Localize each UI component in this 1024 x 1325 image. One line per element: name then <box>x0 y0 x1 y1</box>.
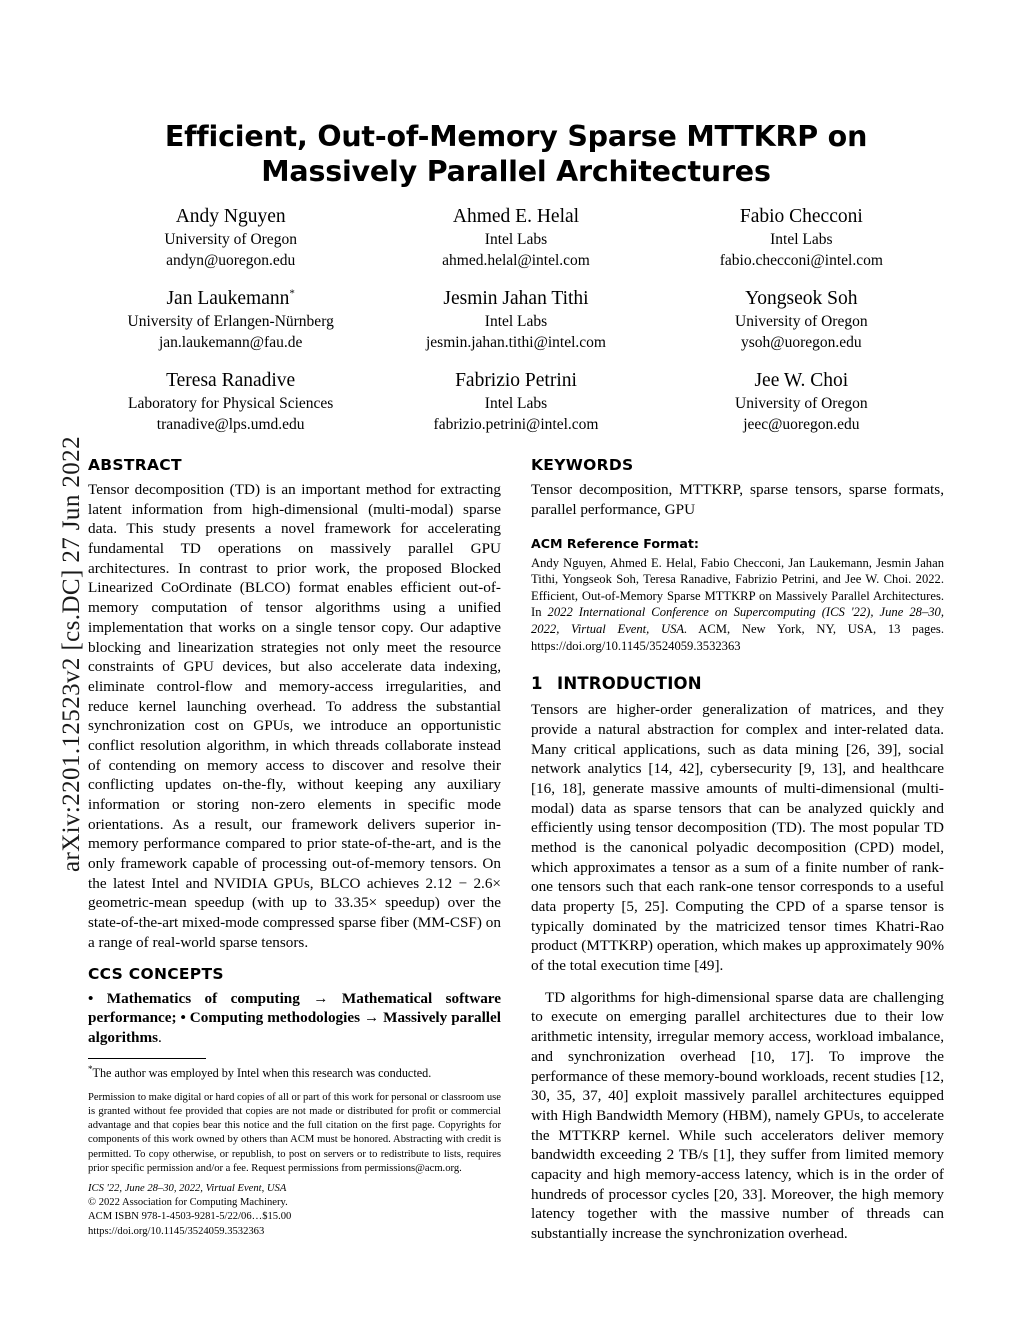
paper-content <box>88 120 944 1256</box>
introduction-heading <box>531 674 944 693</box>
ccs-concepts-text <box>88 989 501 1048</box>
author-affiliation: University of Oregon <box>164 230 297 248</box>
author-name: Fabrizio Petrini <box>455 369 577 391</box>
author-affiliation: Intel Labs <box>484 395 548 413</box>
two-column-body <box>88 456 944 1256</box>
author-affiliation: Intel Labs <box>484 313 548 330</box>
author-block <box>373 204 658 272</box>
abstract-text: Tensor decomposition (TD) is an important method for extracting latent information from high-dimensional (multi-modal) sparse data. This study presents a novel framework for accelerating fundamental TD operations on massively parallel GPU architectures. In contrast to prior work, the proposed Blocked Linearized CoOrdinate (BLCO) format enables efficient out-of-memory computation of tensor algorithms using a unified implementation that works on a single tensor copy. Our adaptive blocking and linearization strategies not only meet the resource constraints of GPU devices, but also accelerate data indexing, eliminate control-flow and memory-access irregularities, and reduce kernel launching overhead. To address the substantial synchronization cost on GPUs, we introduce an opportunistic conflict resolution algorithm, in which threads collaborate instead of contending on memory access to discover and resolve their conflicting updates on-the-fly, without keeping any auxiliary information or storing non-zero elements in specific mode orientations. As a result, our framework delivers superior in-memory performance compared to prior state-of-the-art, and is the only framework capable of processing out-of-memory tensors. On the latest Intel and NVIDIA GPUs, BLCO achieves 2.12 − 2.6× geometric-mean speedup (with up to 33.35× speedup) over the state-of-the-art mixed-mode compressed sparse fiber (MM-CSF) on a range of real-world sparse tensors. <box>88 481 501 951</box>
acm-reference-text <box>531 555 944 655</box>
author-affiliation: University of Oregon <box>735 395 868 413</box>
footnote-marker: * <box>88 1063 93 1074</box>
author-affiliation: Intel Labs <box>770 230 833 248</box>
author-name: Jee W. Choi <box>754 369 849 391</box>
copyright-line: © 2022 Association for Computing Machinery. <box>88 1197 288 1209</box>
author-name: Andy Nguyen <box>175 205 286 227</box>
right-column <box>531 456 944 1256</box>
author-affiliation: Intel Labs <box>484 230 548 248</box>
author-affiliation: Laboratory for Physical Sciences <box>128 395 334 413</box>
author-email[interactable]: andyn@uoregon.edu <box>166 251 296 269</box>
author-name: Yongseok Soh <box>745 287 858 309</box>
author-email[interactable]: fabrizio.petrini@intel.com <box>433 416 599 434</box>
section-number: 1 <box>531 674 543 694</box>
intro-paragraph-1: Tensors are higher-order generalization of matrices, and they provide a natural abstraction for complex and inter-related data. Many critical applications, such as data mining [26, 39], social network analytics [14, 42], cybersecurity [9, 13], and healthcare [16, 18], generate massive amounts of multi-dimensional (multi-modal) data as sparse tensors that can be analyzed quickly and efficiently using tensor decomposition (TD). The most popular TD method is the canonical polyadic decomposition (CPD) model, which approximates a tensor as a sum of a finite number of rank-one tensors such that each rank-one tensor corresponds to a useful data property [5, 25]. Computing the CPD of a sparse tensor is typically dominated by the matricized tensor times Khatri-Rao product (MTTKRP) operation, which makes up approximately 90% of the total execution time [49]. <box>531 701 944 975</box>
author-name: Jan Laukemann* <box>166 287 295 309</box>
conference-line: ICS '22, June 28–30, 2022, Virtual Event, USA <box>88 1183 287 1195</box>
acm-reference-venue: 2022 International Conference on Supercomputing (ICS '22), June 28–30, 2022, Virtual Event, USA. <box>531 605 944 636</box>
ccs-concept-end: . <box>158 1029 162 1046</box>
ccs-concept-2: • Computing methodologies → Massively parallel algorithms <box>88 1009 501 1046</box>
author-email[interactable]: jeec@uoregon.edu <box>743 416 860 434</box>
acm-reference-end: ACM, New York, NY, USA, 13 pages. https://doi.org/10.1145/3524059.3532363 <box>531 621 944 653</box>
footnote-divider <box>88 1058 206 1059</box>
author-block <box>659 368 944 436</box>
author-name: Jesmin Jahan Tithi <box>443 287 589 309</box>
author-block <box>88 286 373 354</box>
author-email[interactable]: ahmed.helal@intel.com <box>442 251 590 269</box>
author-affiliation: University of Erlangen-Nürnberg <box>127 313 334 330</box>
author-block <box>659 286 944 354</box>
acm-reference-start: Andy Nguyen, Ahmed E. Helal, Fabio Checconi, Jan Laukemann, Jesmin Jahan Tithi, Yongseok Soh, Teresa Ranadive, Fabrizio Petrini, and Jee W. Choi. 2022. Efficient, Out-of-Memory Sparse MTTKRP on Massively Parallel Architectures. In <box>531 555 944 620</box>
doi-link[interactable]: https://doi.org/10.1145/3524059.3532363 <box>88 1225 265 1237</box>
isbn-line: ACM ISBN 978-1-4503-9281-5/22/06…$15.00 <box>88 1211 292 1223</box>
ccs-concept-1: • Mathematics of computing → Mathematical software performance; <box>88 989 501 1027</box>
author-email[interactable]: ysoh@uoregon.edu <box>741 333 862 351</box>
author-email[interactable]: jan.laukemann@fau.de <box>158 333 303 351</box>
author-block <box>659 204 944 272</box>
footnote-text: The author was employed by Intel when this research was conducted. <box>92 1065 432 1080</box>
author-email[interactable]: fabio.checconi@intel.com <box>719 251 883 269</box>
section-title: INTRODUCTION <box>557 674 702 694</box>
author-block <box>88 368 373 436</box>
copyright-block <box>88 1091 501 1239</box>
intro-paragraph-2: TD algorithms for high-dimensional sparse data are challenging to execute on emerging parallel architectures due to their low arithmetic intensity, irregular memory access, workload imbalance, and synchronization overhead [10, 17]. To improve the performance of these memory-bound workloads, recent studies [12, 30, 35, 37, 40] exploit massively parallel architectures equipped with High Bandwidth Memory (HBM), namely GPUs, to accelerate the MTTKRP kernel. While such accelerators deliver memory bandwidth exceeding 2 TB/s [1], they suffer from limited memory capacity and high memory-access latency, which is in the order of hundreds of processor cycles [20, 33]. Moreover, the high memory latency together with the massive number of threads can substantially increase the synchronization overhead. <box>531 988 944 1243</box>
ccs-concepts-heading: CCS CONCEPTS <box>88 964 224 983</box>
author-footnote <box>88 1064 501 1081</box>
keywords-heading: KEYWORDS <box>531 456 634 474</box>
author-email[interactable]: tranadive@lps.umd.edu <box>156 416 305 434</box>
author-block <box>373 286 658 354</box>
author-footnote-marker: * <box>289 287 295 300</box>
author-affiliation: University of Oregon <box>735 313 868 330</box>
author-email[interactable]: jesmin.jahan.tithi@intel.com <box>425 333 606 351</box>
left-column <box>88 456 501 1256</box>
acm-reference-heading: ACM Reference Format: <box>531 535 699 551</box>
author-block <box>88 204 373 272</box>
abstract-heading: ABSTRACT <box>88 456 182 474</box>
permission-paragraph: Permission to make digital or hard copies of all or part of this work for personal or classroom use is granted without fee provided that copies are not made or distributed for profit or commercial advantage and that copies bear this notice and the full citation on the first page. Copyrights for components of this work owned by others than ACM must be honored. Abstracting with credit is permitted. To copy otherwise, or republish, to post on servers or to redistribute to lists, requires prior specific permission and/or a fee. Request permissions from permissions@acm.org. <box>88 1091 501 1174</box>
page-title: Efficient, Out-of-Memory Sparse MTTKRP on Massively Parallel Architectures <box>164 120 868 188</box>
author-name: Teresa Ranadive <box>166 369 296 391</box>
arxiv-stamp: arXiv:2201.12523v2 [cs.DC] 27 Jun 2022 <box>58 436 85 873</box>
keywords-text: Tensor decomposition, MTTKRP, sparse tensors, sparse formats, parallel performance, GPU <box>531 481 944 518</box>
author-list <box>88 204 944 450</box>
author-name: Fabio Checconi <box>739 205 863 227</box>
author-name: Ahmed E. Helal <box>452 205 580 227</box>
author-block <box>373 368 658 436</box>
